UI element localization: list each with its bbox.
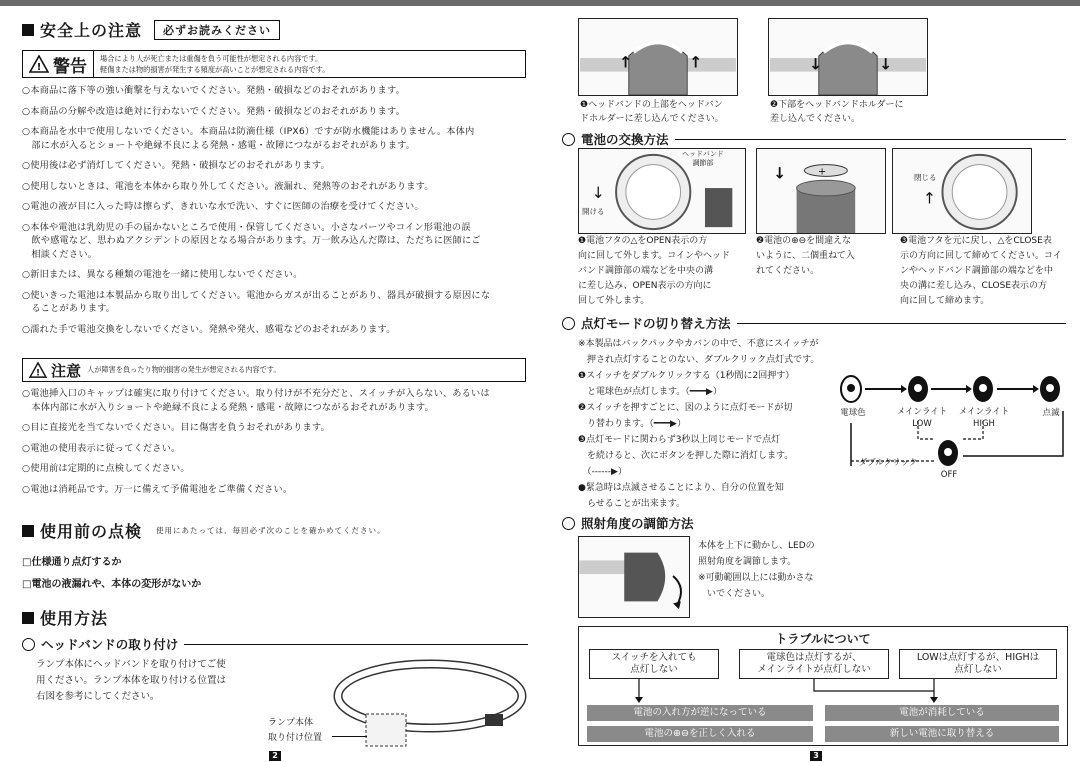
list-item: ○本商品を水中で使用しないでください。本商品は防滴仕様（IPX6）ですが防水機能はありません。本体内 (22, 126, 475, 137)
svg-text:↓: ↓ (773, 164, 787, 183)
caution-list (22, 387, 532, 496)
mode-text-line: らせることが出来ます。 (578, 499, 686, 509)
list-item: ○使用前は定期的に点検してください。 (22, 463, 190, 474)
warning-triangle-icon (29, 55, 49, 73)
list-item: ○電池の液が目に入った時は擦らず、きれいな水で洗い、すぐに医師の治療を受けてください。 (22, 201, 424, 212)
circle-bullet-icon (562, 133, 575, 146)
square-bullet-icon (22, 525, 34, 537)
precheck-list (22, 552, 201, 596)
caption-line: ❶ヘッドバンドの上部をヘッドバン (580, 100, 723, 110)
fig-label-line: ヘッドバンド (682, 150, 724, 158)
headband-text-line: 用ください。ランプ本体を取り付ける位置は (36, 675, 227, 686)
list-item: ○本商品に落下等の強い衝撃を与えないでください。発熱・破損などのおそれがあります。 (22, 85, 405, 96)
list-item: ○電池は消耗品です。万一に備えて予備電池をご準備ください。 (22, 483, 293, 495)
mode-label-line: メインライト (958, 407, 1010, 417)
mode-label-low (892, 406, 952, 430)
double-click-label: ダブルクリック (858, 458, 918, 468)
warning-label-text: 警告 (53, 56, 87, 77)
mode-label-line: メインライト (896, 407, 948, 417)
battery-fig1-label (682, 150, 724, 168)
circle-bullet-icon (562, 517, 575, 530)
battery-step3-text (900, 234, 1078, 309)
svg-text:↓: ↓ (809, 55, 823, 74)
headband-text (36, 657, 226, 705)
caption-line: ンやヘッドバンド調節部の端などを中 (900, 266, 1053, 276)
caption-line: 向に回して外します。コインやヘッド (578, 251, 731, 261)
title-rule (184, 644, 528, 645)
usage-section-title (22, 606, 108, 629)
list-item: ○新旧または、異なる種類の電池を一緒に使用しないでください。 (22, 269, 303, 280)
mode-text-line: ❶スイッチをダブルクリックする（1秒間に2回押す） (578, 371, 795, 381)
warning-label (23, 52, 93, 77)
title-rule (737, 323, 1066, 324)
svg-text:↑: ↑ (689, 53, 703, 72)
lamp-label-2: 取り付け位置 (268, 733, 323, 743)
svg-text:↑: ↑ (619, 53, 633, 72)
caption-line: 向に回して締めます。 (900, 296, 990, 306)
mode-text (578, 336, 838, 512)
mode-text-line: ❷スイッチを押すごとに、図のように点灯モードが切 (578, 403, 793, 413)
headband-step1-figure (578, 18, 738, 96)
mode-label-high (954, 406, 1014, 430)
angle-text-line: いでください。 (698, 589, 771, 599)
lamp-label-1: ランプ本体 (268, 718, 314, 728)
svg-text:+: + (818, 166, 827, 178)
trouble-box (578, 626, 1068, 746)
battery-step2-text (756, 234, 896, 279)
trouble-a-1: 電池の入れ方が逆になっている (587, 705, 813, 721)
list-item: 部に水が入るとショートや絶縁不良による発熱・感電・故障につながるおそれがあります。 (22, 139, 416, 151)
list-item: ○本体や電池は乳幼児の手の届かないところで使用・保管してください。小さなパーツやコイン形電池の誤 (22, 221, 471, 233)
caution-desc: 人が障害を負ったり物的損害の発生が想定される内容です。 (87, 365, 281, 374)
battery-step3-figure (892, 148, 1032, 234)
precheck-item: □仕様通り点灯するか (22, 557, 122, 568)
usage-title: 使用方法 (40, 609, 109, 628)
trouble-q-3 (899, 649, 1057, 679)
warning-list (22, 84, 532, 336)
svg-text:!: ! (35, 368, 41, 378)
battery-close-label: 閉じる (914, 173, 937, 182)
trouble-a-2: 電池が消耗している (825, 705, 1059, 721)
mode-text-line: ●緊急時は点滅させることにより、自分の位置を知 (578, 483, 784, 493)
mode-text-line: 押され点灯することのない、ダブルクリック点灯式です。 (578, 355, 820, 365)
leader-line (332, 736, 367, 737)
right-page (540, 6, 1080, 762)
caution-box (22, 358, 526, 382)
caption-line: ❷電池の⊕⊖を間違えな (756, 236, 852, 246)
angle-subsection-title (562, 514, 1066, 532)
lamp-position-label (268, 716, 322, 746)
square-bullet-icon (22, 612, 34, 624)
trouble-q-line: 点灯しない (630, 664, 678, 675)
list-item: ○使用後は必ず消灯してください。発熱・破損などのおそれがあります。 (22, 160, 330, 171)
mode-label-bulb: 電球色 (840, 408, 866, 418)
page-number-right: 3 (810, 751, 822, 761)
battery-step1-text (578, 234, 750, 309)
trouble-a-4: 新しい電池に取り替える (825, 726, 1059, 742)
trouble-q-line: スイッチを入れても (611, 652, 697, 663)
list-item: ることがあります。 (22, 303, 116, 314)
trouble-q-2 (739, 649, 889, 679)
list-item: ○目に直接光を当てないでください。目に傷害を負うおそれがあります。 (22, 422, 330, 433)
step1-caption (580, 98, 724, 126)
trouble-connectors (579, 679, 1069, 705)
angle-text-line: 照射角度を調節します。 (698, 557, 797, 567)
caution-label-text: 注意 (51, 361, 82, 380)
caption-line: ❷下部をヘッドバンドホルダーに (770, 100, 904, 110)
trouble-q-line: LOWは点灯するが、HIGHは (916, 652, 1040, 663)
mode-label-line: LOW (912, 419, 932, 429)
mode-text-line: と電球色が点灯します。（━━━▶） (578, 387, 722, 397)
battery-step2-figure (756, 148, 886, 234)
svg-text:↓: ↓ (879, 55, 893, 74)
warning-desc-1: 場合により人が死亡または重傷を負う可能性が想定される内容です。 (100, 54, 323, 63)
page-number-left: 2 (269, 751, 281, 761)
headband-text-line: 右図を参考にしてください。 (36, 691, 160, 702)
precheck-note: 使用にあたっては、毎回必ず次のことを確かめてください。 (156, 526, 386, 535)
mode-text-line: ※本製品はバックパックやカバンの中で、不意にスイッチが (578, 339, 819, 349)
svg-text:↓: ↓ (591, 183, 605, 202)
caption-line: バンド調節部の端などを中央の溝 (578, 266, 714, 276)
caution-triangle-icon (29, 362, 47, 378)
safety-title: 安全上の注意 (40, 21, 143, 40)
caption-line: いように、二個重ねて入 (756, 251, 855, 261)
title-rule (675, 139, 1066, 140)
step2-caption (770, 98, 904, 126)
headband-step2-figure (768, 18, 928, 96)
circle-bullet-icon (22, 638, 35, 651)
angle-text-line: ※可動範囲以上には動かさな (698, 573, 814, 583)
caption-line: ❸電池フタを元に戻し、△をCLOSE表 (900, 236, 1052, 246)
caution-label (23, 360, 87, 381)
caption-line: れてください。 (756, 266, 820, 276)
list-item: 飲や感電など、思わぬアクシデントの原因となる場合があります。万一飲み込んだ際は、ただちに医師にご (22, 235, 481, 246)
circle-bullet-icon (562, 317, 575, 330)
mode-subsection-title (562, 314, 1066, 332)
caption-line: 央の溝に差し込み、CLOSE表示の方 (900, 281, 1048, 291)
precheck-section-title (22, 519, 386, 542)
mode-text-line: り替わります。（━━━▶） (578, 419, 686, 429)
battery-title: 電池の交換方法 (581, 132, 669, 147)
trouble-q-1 (589, 649, 719, 679)
mode-title: 点灯モードの切り替え方法 (581, 316, 731, 331)
headband-illustration (330, 646, 530, 756)
list-item: ○濡れた手で電池交換をしないでください。発熱や発火、感電などのおそれがあります。 (22, 323, 396, 335)
angle-title: 照射角度の調節方法 (581, 516, 694, 531)
svg-text:!: ! (36, 62, 42, 73)
must-read-tag: 必ずお読みください (154, 20, 280, 40)
mode-label-line: HIGH (973, 419, 995, 429)
angle-figure (578, 536, 690, 618)
battery-subsection-title (562, 130, 1066, 148)
list-item: 本体内部に水が入りショートや絶縁不良による発熱・感電・故障につながるおそれがあります。 (22, 401, 434, 413)
trouble-q-line: 電球色は点灯するが、 (766, 652, 862, 663)
caption-line: ❶電池フタの△をOPEN表示の方 (578, 236, 708, 246)
safety-section-title (22, 18, 280, 41)
trouble-a-3: 電池の⊕⊖を正しく入れる (587, 726, 813, 742)
left-page (0, 6, 540, 762)
headband-text-line: ランプ本体にヘッドバンドを取り付けてご使 (36, 659, 226, 670)
warning-desc (93, 51, 335, 77)
list-item: ○使いきった電池は本製品から取り出してください。電池からガスが出ることがあり、器具が破損する原因にな (22, 289, 491, 301)
precheck-title: 使用前の点検 (40, 522, 143, 541)
mode-text-line: （------▶） (578, 467, 627, 477)
list-item: ○本商品の分解や改造は絶対に行わないでください。発熱・破損などのおそれがあります。 (22, 105, 405, 117)
svg-text:↑: ↑ (922, 189, 937, 208)
list-item: ○使用しないときは、電池を本体から取り外してください。液漏れ、発熱等のおそれがあります。 (22, 180, 434, 192)
trouble-title: トラブルについて (775, 632, 871, 646)
caption-line: 示の方向に回して締めてください。コイ (900, 251, 1062, 261)
warning-box (22, 50, 526, 78)
caption-line: ドホルダーに差し込んでください。 (580, 114, 724, 124)
trouble-q-line: メインライトが点灯しない (757, 664, 871, 675)
list-item: ○電池挿入口のキャップは確実に取り付けてください。取り付けが不充分だと、スイッチが入らない、あるいは (22, 388, 490, 399)
angle-text (698, 538, 815, 602)
mode-label-blink: 点滅 (1042, 408, 1060, 418)
fig-label-line: 調節部 (692, 159, 714, 167)
mode-text-line: を続けると、次にボタンを押した際に消灯します。 (578, 451, 794, 461)
warning-desc-2: 軽傷または物的損害が発生する頻度が高いことが想定される内容です。 (100, 65, 330, 74)
caption-line: に差し込み、OPEN表示の方向に (578, 281, 712, 291)
mode-text-line: ❸点灯モードに関わらず3秒以上同じモードで点灯 (578, 435, 781, 445)
mode-label-off: OFF (940, 470, 958, 480)
list-item: ○電池の使用表示に従ってください。 (22, 442, 181, 454)
square-bullet-icon (22, 24, 34, 36)
caption-line: 回して外します。 (578, 296, 650, 306)
battery-open-label: 開ける (582, 207, 605, 216)
precheck-item: □電池の液漏れや、本体の変形がないか (22, 579, 202, 590)
list-item: 相談ください。 (22, 248, 98, 260)
angle-text-line: 本体を上下に動かし、LEDの (698, 541, 815, 551)
trouble-q-line: 点灯しない (954, 664, 1002, 675)
caption-line: 差し込んでください。 (770, 114, 861, 124)
headband-title: ヘッドバンドの取り付け (41, 637, 179, 652)
